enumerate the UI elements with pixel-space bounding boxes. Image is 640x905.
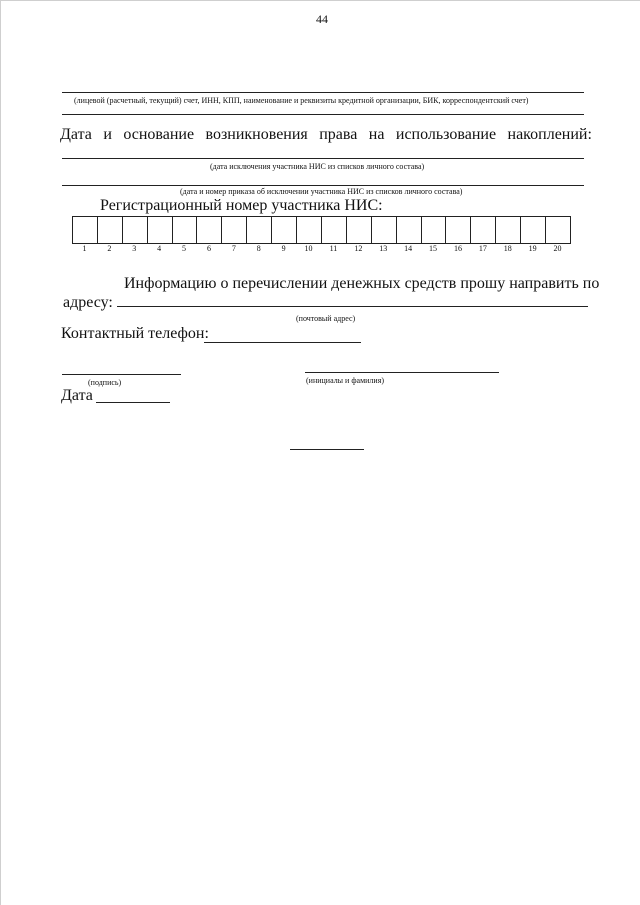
page-edge-left bbox=[0, 0, 1, 905]
registration-digit-cell[interactable] bbox=[471, 217, 496, 243]
digit-number: 5 bbox=[182, 244, 187, 253]
name-field[interactable] bbox=[305, 372, 499, 373]
registration-digit-cell[interactable] bbox=[322, 217, 347, 243]
registration-digit-cell[interactable] bbox=[247, 217, 272, 243]
phone-label: Контактный телефон: bbox=[61, 325, 209, 342]
registration-digit-cell[interactable] bbox=[123, 217, 148, 243]
registration-label: Регистрационный номер участника НИС: bbox=[100, 197, 383, 214]
page-number: 44 bbox=[316, 12, 328, 26]
phone-field[interactable] bbox=[204, 342, 361, 343]
registration-digit-cell[interactable] bbox=[297, 217, 322, 243]
page-edge-top bbox=[0, 0, 640, 1]
registration-digit-cell[interactable] bbox=[422, 217, 447, 243]
digit-number: 14 bbox=[404, 244, 413, 253]
registration-digit-cell[interactable] bbox=[546, 217, 571, 243]
date-basis-word: использование bbox=[395, 126, 497, 143]
registration-digit-cell[interactable] bbox=[521, 217, 546, 243]
digit-number: 13 bbox=[379, 244, 388, 253]
registration-digit-cell[interactable] bbox=[197, 217, 222, 243]
registration-digit-numbers bbox=[72, 244, 570, 254]
bank-details-field-line2[interactable] bbox=[62, 114, 584, 115]
registration-digit-cell[interactable] bbox=[173, 217, 198, 243]
registration-digit-cell[interactable] bbox=[73, 217, 98, 243]
digit-number: 19 bbox=[528, 244, 537, 253]
digit-number: 4 bbox=[157, 244, 162, 253]
signature-field[interactable] bbox=[62, 374, 181, 375]
date-field[interactable] bbox=[96, 402, 170, 403]
date-basis-word: и bbox=[103, 126, 112, 143]
registration-digit-cell[interactable] bbox=[397, 217, 422, 243]
digit-number: 7 bbox=[231, 244, 236, 253]
order-field[interactable] bbox=[62, 185, 584, 186]
digit-number: 11 bbox=[329, 244, 338, 253]
registration-digit-cell[interactable] bbox=[496, 217, 521, 243]
digit-number: 9 bbox=[281, 244, 286, 253]
address-label: адресу: bbox=[63, 294, 113, 311]
registration-digit-cell[interactable] bbox=[222, 217, 247, 243]
bank-details-caption: (лицевой (расчетный, текущий) счет, ИНН, КПП, наименование и реквизиты кредитной организации, БИК, корреспондентский счет) bbox=[74, 96, 529, 105]
date-basis-word: возникновения bbox=[205, 126, 308, 143]
date-basis-word: накоплений: bbox=[507, 126, 592, 143]
registration-digit-cell[interactable] bbox=[148, 217, 173, 243]
registration-digit-cell[interactable] bbox=[98, 217, 123, 243]
date-basis-word: основание bbox=[123, 126, 195, 143]
address-field[interactable] bbox=[117, 306, 588, 307]
digit-number: 15 bbox=[429, 244, 438, 253]
digit-number: 8 bbox=[256, 244, 261, 253]
date-basis-word: на bbox=[368, 126, 385, 143]
registration-digit-cell[interactable] bbox=[446, 217, 471, 243]
exclusion-date-caption: (дата исключения участника НИС из списков личного состава) bbox=[210, 162, 425, 171]
closing-divider bbox=[290, 449, 364, 450]
order-caption: (дата и номер приказа об исключении участника НИС из списков личного состава) bbox=[180, 187, 463, 196]
date-basis-word: Дата bbox=[60, 126, 92, 143]
registration-number-grid bbox=[72, 216, 571, 244]
digit-number: 10 bbox=[304, 244, 313, 253]
name-caption: (инициалы и фамилия) bbox=[306, 376, 385, 385]
registration-digit-cell[interactable] bbox=[372, 217, 397, 243]
digit-number: 16 bbox=[453, 244, 462, 253]
digit-number: 2 bbox=[107, 244, 112, 253]
exclusion-date-field[interactable] bbox=[62, 158, 584, 159]
digit-number: 20 bbox=[553, 244, 562, 253]
registration-digit-cell[interactable] bbox=[347, 217, 372, 243]
bank-details-field[interactable] bbox=[62, 92, 584, 93]
digit-number: 6 bbox=[206, 244, 211, 253]
signature-caption: (подпись) bbox=[88, 378, 122, 387]
postal-address-caption: (почтовый адрес) bbox=[296, 314, 356, 323]
digit-number: 3 bbox=[132, 244, 137, 253]
registration-digit-cell[interactable] bbox=[272, 217, 297, 243]
date-basis-word: права bbox=[319, 126, 358, 143]
date-label: Дата bbox=[61, 387, 93, 404]
digit-number: 17 bbox=[478, 244, 487, 253]
transfer-info-text: Информацию о перечислении денежных средств прошу направить по bbox=[124, 275, 600, 292]
digit-number: 18 bbox=[503, 244, 512, 253]
digit-number: 12 bbox=[354, 244, 363, 253]
digit-number: 1 bbox=[82, 244, 87, 253]
date-basis-heading bbox=[60, 126, 592, 144]
